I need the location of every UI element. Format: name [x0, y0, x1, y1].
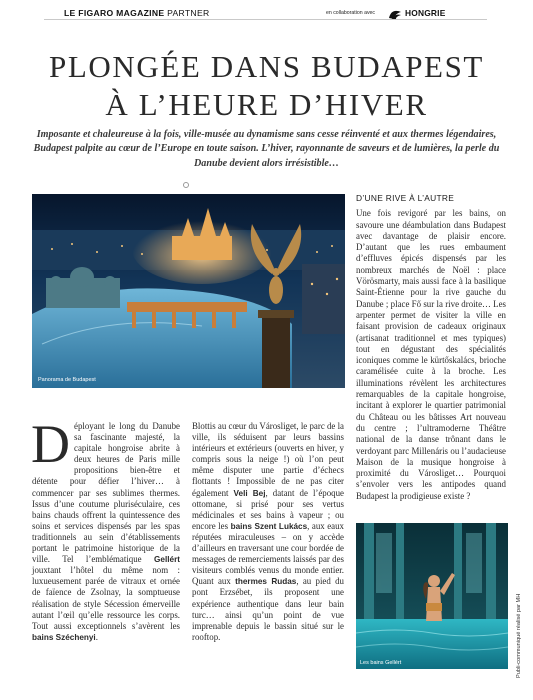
- hongrie-logo-text: HONGRIE: [405, 7, 446, 18]
- bold-veli-bej: Veli Bej: [233, 488, 266, 498]
- mid-column-text-1: Blottis au cœur du Városliget, le parc de la ville, ils séduisent par leurs bassins intérieurs et extérieurs (ouverts en hiver, y compris sous la neige !) où l’on peut même disputer une partie d’échecs flottants ! Impossible de ne pas citer également: [192, 421, 344, 498]
- publi-note-text: Publi-communiqué réalisé par MH: [516, 593, 522, 678]
- article-column-right: [356, 193, 506, 502]
- left-column-text: éployant le long du Danube sa fascinante majesté, la capitale hongroise abrite à deux heures de Paris mille propositions bien-être et détente pour défier l’hiver… à commencer par ses sublimes thermes. Issus d’une coutume pluriséculaire, ces bains chauds offrent la quintessence des soins et services dispensés par les spas traditionnels au sein d’établissements portant le patrimoine historique de la ville. Tel l’emblématique: [32, 421, 180, 565]
- brand-partner: PARTNER: [167, 8, 210, 18]
- drop-cap: D: [31, 414, 70, 474]
- title-line-2: À L’HEURE D’HIVER: [105, 87, 428, 122]
- bold-gellert: Gellért: [154, 555, 180, 565]
- spa-illustration: [356, 523, 508, 669]
- magazine-brand: [64, 8, 209, 18]
- publi-note: [516, 538, 524, 678]
- hongrie-logo-icon: [388, 7, 402, 18]
- article-lede: Imposante et chaleureuse à la fois, ville-musée au dynamisme sans cesse réinventé et aux thermes légendaires, Budapest palpite au cœur de l’Europe en toute saison. L’hiver, rayonnante de saveurs et de lumières, la perle du Danube devient alors irrésistible…: [33, 129, 500, 169]
- budapest-panorama-photo: [32, 194, 345, 388]
- bold-rudas: thermes Rudas: [235, 577, 297, 587]
- hongrie-logo: [388, 7, 446, 18]
- spa-caption: Les bains Gellért: [360, 660, 402, 666]
- title-line-1: PLONGÉE DANS BUDAPEST: [49, 49, 484, 84]
- ornament-dot: [183, 182, 189, 188]
- right-column-text: Une fois revigoré par les bains, on savoure une déambulation dans Budapest avec davantage de plaisir encore. D’autant que les rues embaument d’effluves épicés dispensés par les nombreux marchés de Noël : place Vörösmarty, mais aussi face à la basilique Saint-Étienne pour la rive gauche du Danube ; place Fő sur la rive droite… Les arpenter permet de visiter la ville en faisant provision de cadeaux originaux (artisanat traditionnel et mes typiques) tout en dégustant des spécialités iconiques comme le kürtőskalács, brioche caramélisée cuite à la broche. Les illuminations révèlent les architectures remarquables de la capitale hongroise, incitant à explorer le quartier patrimonial du Château ou les bâtisses Art nouveau du centre ; l’ultramoderne Théâtre national de la danse trônant dans le verdoyant parc Millenáris ou l’audacieuse Maison de la musique hongroise à proximité du Városliget… Pourquoi s’envoler vers les antipodes quand Budapest la prodigieuse existe ?: [356, 208, 506, 501]
- brand-name: LE FIGARO MAGAZINE: [64, 8, 165, 18]
- bold-szechenyi: bains Széchenyi: [32, 632, 96, 642]
- section-heading: D’UNE RIVE À L’AUTRE: [356, 193, 455, 203]
- mid-column-text-3: , aux eaux réputées miraculeuses – on y accède d’ailleurs en traversant une cour bordée de messages de remerciements laissés par des visiteurs comblés venus du monde entier. Quant aux: [192, 520, 344, 587]
- bold-szent-lukacs: bains Szent Lukács: [230, 521, 308, 531]
- article-column-middle: [192, 421, 344, 643]
- left-column-text-3: .: [95, 631, 98, 642]
- mid-column-text-4: , au pied du pont Erzsébet, ils proposent une expérience authentique dans leur bain turc… ainsi qu’un point de vue imprenable depuis le bassin situé sur le rooftop.: [192, 576, 344, 642]
- gellert-baths-photo: [356, 523, 508, 669]
- panorama-caption: Panorama de Budapest: [38, 377, 96, 383]
- article-column-left: [31, 414, 180, 643]
- header-divider: [44, 19, 487, 20]
- left-column-text-2: jouxtant l’hôtel du même nom : luxueusement parée de vitraux et ornée de faïence de Zsolnay, la somptueuse réalisation de style Sécession émerveille autant l’œil qu’elle ressource les corps. Tout aussi exceptionnels s’avèrent les: [32, 565, 180, 631]
- panorama-illustration: [32, 194, 345, 388]
- article-title: [30, 48, 503, 124]
- collaboration-note: en collaboration avec: [326, 10, 376, 16]
- mid-column-text-2: , datant de l’époque ottomane, si prisé pour ses vertus médicinales et ses bains à vapeur ; ou encore les: [192, 487, 344, 531]
